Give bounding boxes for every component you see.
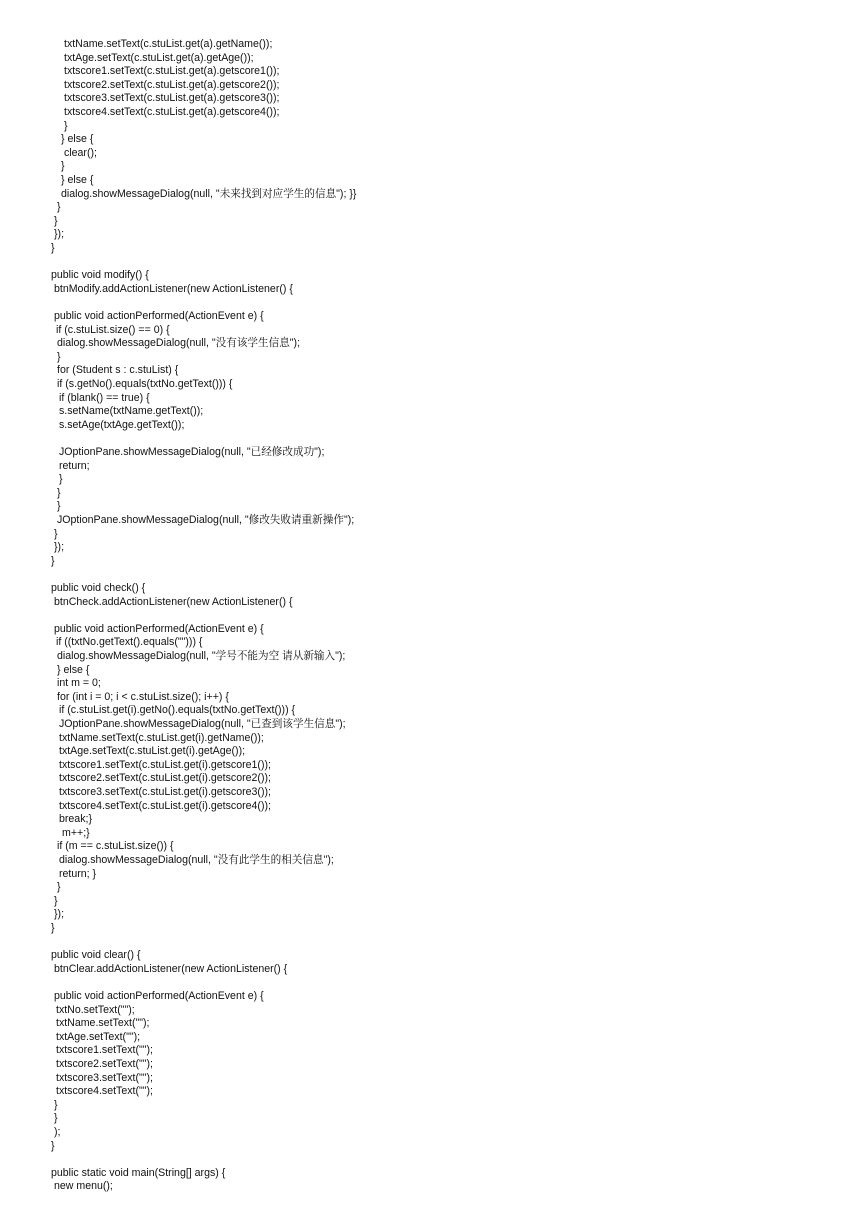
- code-line: public void actionPerformed(ActionEvent e) {: [54, 310, 264, 322]
- code-line: });: [54, 228, 65, 241]
- code-line: public static void main(String[] args) {: [51, 1166, 226, 1179]
- code-line: clear();: [64, 146, 97, 159]
- code-line: dialog.showMessageDialog(null, "没有该学生信息");: [57, 337, 301, 350]
- code-line: btnClear.addActionListener(new ActionListener() {: [54, 962, 288, 975]
- code-line: if (blank() == true) {: [59, 391, 150, 404]
- code-line: } else {: [57, 663, 90, 676]
- code-line: if (m == c.stuList.size()) {: [57, 840, 174, 853]
- code-line: txtscore4.setText(c.stuList.get(a).getscore4());: [64, 106, 280, 118]
- code-line: txtNo.setText("");: [56, 1003, 135, 1016]
- code-line: if (c.stuList.get(i).getNo().equals(txtNo.getText())) {: [59, 704, 296, 717]
- code-line: txtName.setText("");: [56, 1017, 150, 1030]
- code-line: } else {: [61, 133, 94, 146]
- code-line: JOptionPane.showMessageDialog(null, "已经修改成功");: [59, 446, 325, 458]
- code-line: }: [59, 473, 63, 486]
- code-line: for (Student s : c.stuList) {: [57, 364, 179, 377]
- code-line: );: [54, 1126, 61, 1138]
- code-line: txtName.setText(c.stuList.get(a).getName());: [64, 38, 273, 50]
- code-line: txtAge.setText("");: [56, 1030, 141, 1043]
- code-line: dialog.showMessageDialog(null, "没有此学生的相关信息");: [59, 854, 334, 866]
- code-line: } else {: [61, 174, 94, 186]
- code-line: public void actionPerformed(ActionEvent e) {: [54, 990, 264, 1002]
- code-line: txtscore3.setText(c.stuList.get(i).getscore3());: [59, 786, 271, 798]
- code-line: txtscore1.setText(c.stuList.get(a).getscore1());: [64, 65, 280, 78]
- code-line: return;: [59, 459, 90, 472]
- code-line: txtscore1.setText("");: [56, 1044, 154, 1057]
- code-line: }: [57, 350, 61, 363]
- code-line: public void actionPerformed(ActionEvent e) {: [54, 622, 264, 635]
- code-line: }: [57, 201, 61, 214]
- code-line: btnCheck.addActionListener(new ActionListener() {: [54, 595, 293, 608]
- code-line: }: [54, 1112, 58, 1125]
- code-line: txtscore3.setText("");: [56, 1071, 154, 1084]
- code-line: }: [57, 486, 61, 499]
- code-line: dialog.showMessageDialog(null, "未来找到对应学生的信息"); }}: [61, 187, 357, 200]
- code-line: txtscore2.setText("");: [56, 1058, 154, 1070]
- code-line: }: [51, 554, 55, 567]
- code-line: new menu();: [54, 1180, 113, 1193]
- code-line: });: [54, 541, 65, 554]
- code-line: }: [57, 881, 61, 894]
- code-line: }: [64, 119, 68, 132]
- code-line: JOptionPane.showMessageDialog(null, "修改失败请重新操作");: [57, 514, 355, 526]
- code-line: txtscore3.setText(c.stuList.get(a).getscore3());: [64, 92, 280, 105]
- code-line: if (s.getNo().equals(txtNo.getText())) {: [57, 378, 233, 390]
- code-line: m++;}: [62, 826, 90, 839]
- code-line: if ((txtNo.getText().equals(""))) {: [56, 636, 203, 649]
- code-line: txtAge.setText(c.stuList.get(i).getAge());: [59, 745, 246, 758]
- code-line: public void modify() {: [51, 269, 149, 282]
- code-line: return; }: [59, 867, 97, 880]
- code-line: txtscore2.setText(c.stuList.get(a).getscore2());: [64, 78, 280, 91]
- code-line: txtName.setText(c.stuList.get(i).getName());: [59, 731, 264, 744]
- code-line: txtscore1.setText(c.stuList.get(i).getscore1());: [59, 758, 271, 771]
- code-line: dialog.showMessageDialog(null, "学号不能为空 请从新输入");: [57, 650, 346, 662]
- code-line: }: [54, 894, 58, 907]
- code-line: }: [51, 922, 55, 934]
- code-line: if (c.stuList.size() == 0) {: [56, 323, 170, 336]
- code-line: txtscore4.setText("");: [56, 1085, 154, 1098]
- code-line: public void check() {: [51, 582, 146, 594]
- code-line: txtscore2.setText(c.stuList.get(i).getscore2());: [59, 772, 271, 785]
- code-line: txtscore4.setText(c.stuList.get(i).getscore4());: [59, 799, 271, 812]
- code-line: int m = 0;: [57, 677, 101, 690]
- code-line: for (int i = 0; i < c.stuList.size(); i++) {: [57, 690, 229, 703]
- code-line: });: [54, 908, 65, 921]
- code-line: }: [57, 500, 61, 513]
- code-line: }: [54, 527, 58, 540]
- code-line: s.setName(txtName.getText());: [59, 405, 204, 418]
- code-line: txtAge.setText(c.stuList.get(a).getAge());: [64, 51, 254, 64]
- code-line: }: [54, 1098, 58, 1111]
- code-line: break;}: [59, 813, 92, 826]
- code-line: }: [54, 214, 58, 227]
- code-line: public void clear() {: [51, 949, 141, 962]
- code-line: }: [51, 242, 55, 254]
- code-line: btnModify.addActionListener(new ActionListener() {: [54, 282, 293, 295]
- code-line: }: [61, 160, 65, 173]
- code-line: }: [51, 1139, 55, 1152]
- code-line: JOptionPane.showMessageDialog(null, "已查到该学生信息");: [59, 718, 346, 730]
- code-line: s.setAge(txtAge.getText());: [59, 418, 185, 431]
